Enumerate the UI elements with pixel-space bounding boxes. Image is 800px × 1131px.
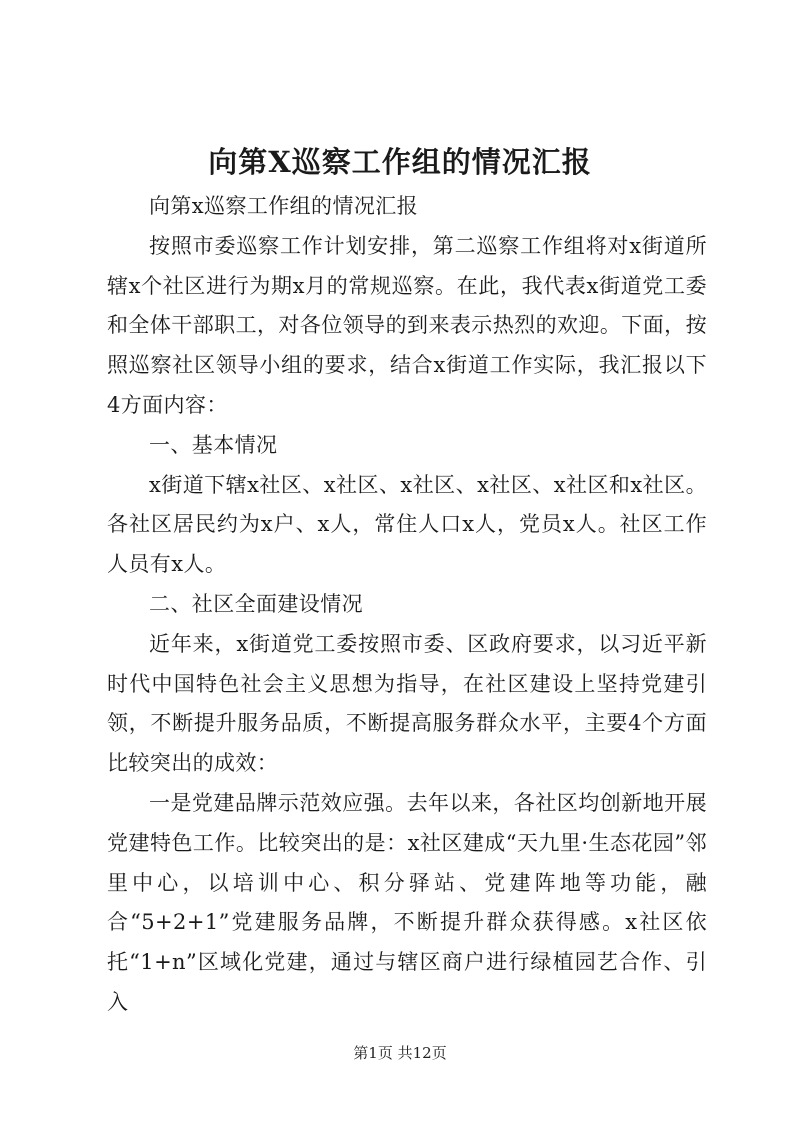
paragraph-subtitle: 向第x巡察工作组的情况汇报 <box>149 194 419 218</box>
paragraph-basic-info: x街道下辖x社区、x社区、x社区、x社区、x社区和x社区。各社区居民约为x户、x人，常住人口x人，党员x人。社区工作人员有x人。 <box>107 472 707 577</box>
section-heading-basic: 一、基本情况 <box>149 432 278 457</box>
document-body <box>107 187 707 1023</box>
paragraph-recent-years: 近年来，x街道党工委按照市委、区政府要求，以习近平新时代中国特色社会主义思想为指导，在社区建设上坚持党建引领，不断提升服务品质，不断提高服务群众水平，主要4个方面比较突出的成效： <box>107 631 707 776</box>
page-footer: 第1页 共12页 <box>353 1044 447 1062</box>
paragraph-intro: 按照市委巡察工作计划安排，第二巡察工作组将对x街道所辖x个社区进行为期x月的常规巡察。在此，我代表x街道党工委和全体干部职工，对各位领导的到来表示热烈的欢迎。下面，按照巡察社区领导小组的要求，结合x街道工作实际，我汇报以下4方面内容： <box>107 233 707 417</box>
document-title: 向第X巡察工作组的情况汇报 <box>208 145 592 179</box>
section-heading-construction: 二、社区全面建设情况 <box>149 591 363 616</box>
paragraph-party-brand: 一是党建品牌示范效应强。去年以来，各社区均创新地开展党建特色工作。比较突出的是：x社区建成“天九里·生态花园”邻里中心，以培训中心、积分驿站、党建阵地等功能，融合“5+2+1”党建服务品牌，不断提升群众获得感。x社区依托“1+n”区域化党建，通过与辖区商户进行绿植园艺合作、引入 <box>107 790 707 1014</box>
